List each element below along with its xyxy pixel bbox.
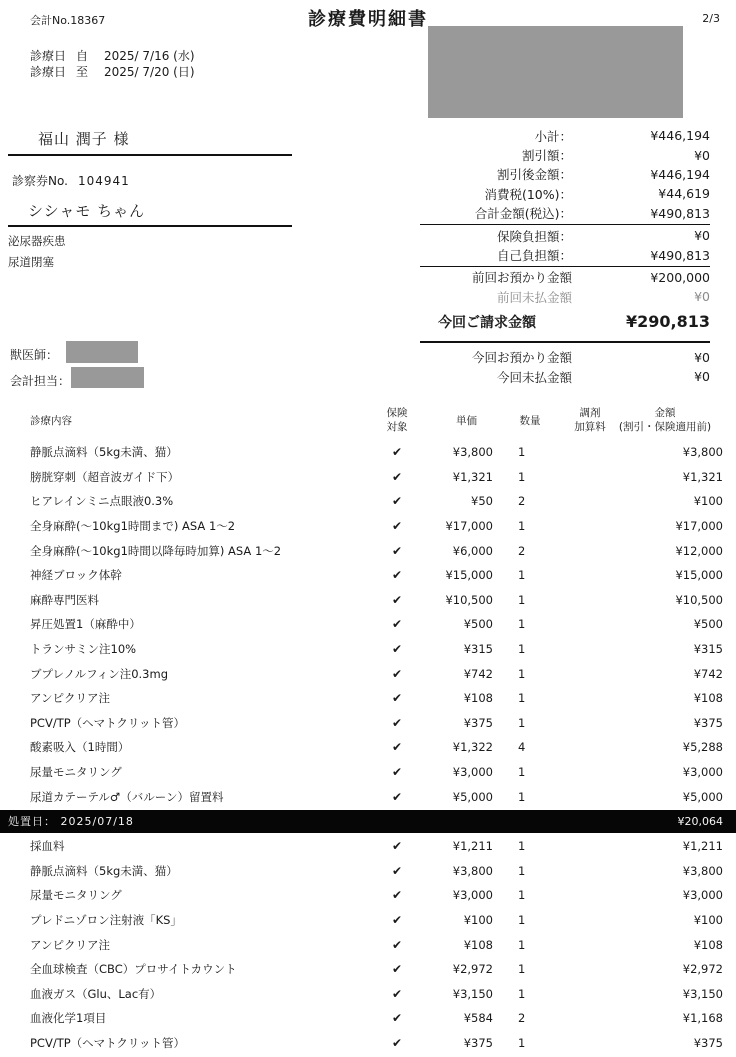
treatment-row (0, 1031, 736, 1056)
treatment-amount: ¥2,972 (682, 962, 723, 977)
treatment-amount: ¥12,000 (675, 543, 723, 558)
treatment-unit-price: ¥15,000 (445, 568, 493, 583)
summary-label: 割引後金額： (496, 167, 572, 183)
insurance-check-icon: ✔ (391, 691, 403, 706)
treatment-quantity: 1 (518, 986, 526, 1001)
treatment-amount: ¥3,000 (682, 765, 723, 780)
invoice-total-label: 今回ご請求金額 (438, 314, 536, 331)
treatment-unit-price: ¥742 (463, 666, 493, 681)
treatment-quantity: 1 (518, 691, 526, 706)
treatment-name: ブプレノルフィン注0.3mg (30, 666, 168, 681)
treatment-amount: ¥5,288 (682, 740, 723, 755)
treatment-unit-price: ¥17,000 (445, 519, 493, 534)
treatment-quantity: 1 (518, 912, 526, 927)
treatment-quantity: 2 (518, 494, 526, 509)
treatment-name: 昇圧処置1（麻酔中） (30, 617, 141, 632)
header-dispensing-line1: 調剤 (579, 407, 601, 419)
treatment-table-header (0, 400, 736, 438)
treatment-row (0, 908, 736, 933)
treatment-unit-price: ¥375 (463, 1035, 493, 1050)
treatment-name: 尿量モニタリング (30, 888, 122, 903)
treatment-name: 尿道カテーテル♂（バルーン）留置料 (30, 789, 224, 804)
treatment-row (0, 465, 736, 490)
summary-label: 小計： (534, 128, 572, 144)
summary-divider-line (420, 266, 710, 267)
summary-row (420, 145, 710, 164)
treatment-name: アンピクリア注 (30, 691, 111, 706)
page-title: 診療費明細書 (308, 9, 428, 30)
treatment-unit-price: ¥3,800 (452, 863, 493, 878)
insurance-check-icon: ✔ (391, 962, 403, 977)
treatment-unit-price: ¥6,000 (452, 543, 493, 558)
treatment-quantity: 2 (518, 1011, 526, 1026)
insurance-check-icon: ✔ (391, 740, 403, 755)
visit-date-to (30, 64, 195, 80)
summary-label: 保険負担額： (496, 228, 572, 244)
treatment-rows-day2 (0, 834, 736, 1055)
treatment-unit-price: ¥3,800 (452, 445, 493, 460)
summary-row (420, 367, 710, 386)
summary-value: ¥200,000 (650, 269, 710, 285)
insurance-check-icon: ✔ (391, 568, 403, 583)
treatment-row (0, 588, 736, 613)
owner-name-underline (8, 154, 292, 156)
treatment-name: 静脈点滴料（5kg未満、猫） (30, 445, 178, 460)
treatment-row (0, 637, 736, 662)
treatment-name: プレドニゾロン注射液「KS」 (30, 912, 182, 927)
card-number-value: 104941 (77, 174, 130, 188)
treatment-row (0, 489, 736, 514)
summary-row (420, 348, 710, 367)
treatment-quantity: 2 (518, 543, 526, 558)
header-quantity: 数量 (519, 415, 541, 427)
treatment-quantity: 1 (518, 666, 526, 681)
treatment-date-divider (0, 810, 736, 833)
clinic-info-redaction-box (428, 26, 683, 118)
visit-date-label: 診療日 (30, 65, 67, 79)
summary-label: 今回未払金額 (496, 369, 572, 385)
treatment-quantity: 1 (518, 617, 526, 632)
header-amount-line2: (割引・保険適用前) (618, 421, 712, 434)
treatment-amount: ¥108 (693, 691, 723, 706)
treatment-unit-price: ¥315 (463, 642, 493, 657)
treatment-name: トランサミン注10% (30, 642, 137, 657)
treatment-unit-price: ¥1,321 (452, 469, 493, 484)
card-number-label: 診察券No. (12, 174, 68, 188)
summary-value: ¥0 (694, 289, 710, 305)
summary-row (420, 226, 710, 245)
treatment-quantity: 1 (518, 1035, 526, 1050)
treatment-name: PCV/TP（ヘマトクリット管） (30, 1035, 185, 1050)
treatment-name: 全身麻酔(～10kg1時間まで) ASA 1～2 (30, 519, 236, 534)
treatment-amount: ¥5,000 (682, 789, 723, 804)
cashier-name-redaction-box (71, 367, 144, 388)
insurance-check-icon: ✔ (391, 592, 403, 607)
treatment-name: 尿量モニタリング (30, 765, 122, 780)
summary-label: 合計金額(税込)： (474, 206, 572, 222)
cashier-label: 会計担当： (10, 374, 71, 388)
summary-row (420, 204, 710, 223)
treatment-quantity: 1 (518, 592, 526, 607)
billing-summary (420, 126, 710, 386)
treatment-unit-price: ¥10,500 (445, 592, 493, 607)
treatment-amount: ¥3,800 (682, 863, 723, 878)
pet-name-underline (8, 225, 292, 227)
treatment-row (0, 563, 736, 588)
treatment-name: 血液化学1項目 (30, 1011, 107, 1026)
summary-row (420, 184, 710, 203)
treatment-row (0, 932, 736, 957)
treatment-row (0, 514, 736, 539)
header-unit-price: 単価 (456, 415, 477, 427)
insurance-check-icon: ✔ (391, 445, 403, 460)
summary-value: ¥490,813 (650, 205, 710, 221)
treatment-row (0, 981, 736, 1006)
insurance-check-icon: ✔ (391, 839, 403, 854)
invoice-total-row (420, 312, 710, 343)
visit-date-label: 診療日 (30, 49, 67, 63)
veterinarian-name-redaction-box (66, 341, 138, 363)
treatment-row (0, 784, 736, 809)
visit-date-qualifier: 自 (76, 49, 89, 63)
treatment-amount: ¥1,321 (682, 469, 723, 484)
treatment-unit-price: ¥375 (463, 715, 493, 730)
summary-row (420, 287, 710, 306)
summary-label: 消費税(10%)： (484, 186, 572, 202)
summary-value: ¥0 (694, 147, 710, 163)
summary-label: 割引額： (521, 148, 572, 164)
treatment-unit-price: ¥500 (463, 617, 493, 632)
treatment-row (0, 661, 736, 686)
treatment-unit-price: ¥1,322 (452, 740, 493, 755)
summary-divider-line (420, 224, 710, 225)
treatment-name: ヒアレインミニ点眼液0.3% (30, 494, 174, 509)
summary-label: 自己負担額： (496, 248, 572, 264)
treatment-quantity: 1 (518, 863, 526, 878)
treatment-quantity: 1 (518, 568, 526, 583)
insurance-check-icon: ✔ (391, 888, 403, 903)
invoice-total-amount: ¥290,813 (625, 311, 710, 331)
header-treatment: 診療内容 (30, 415, 72, 427)
visit-date-value: 2025/ 7/20 (日) (104, 65, 195, 79)
treatment-quantity: 1 (518, 888, 526, 903)
treatment-unit-price: ¥108 (463, 937, 493, 952)
insurance-check-icon: ✔ (391, 1035, 403, 1050)
post-invoice-rows (420, 348, 710, 387)
insurance-check-icon: ✔ (391, 1011, 403, 1026)
insurance-check-icon: ✔ (391, 494, 403, 509)
treatment-amount: ¥3,150 (682, 986, 723, 1001)
treatment-unit-price: ¥3,150 (452, 986, 493, 1001)
treatment-unit-price: ¥1,211 (452, 839, 493, 854)
summary-value: ¥446,194 (650, 166, 710, 182)
treatment-amount: ¥10,500 (675, 592, 723, 607)
treatment-row (0, 760, 736, 785)
header-insurance (377, 406, 417, 434)
insurance-check-icon: ✔ (391, 543, 403, 558)
insurance-check-icon: ✔ (391, 666, 403, 681)
treatment-unit-price: ¥5,000 (452, 789, 493, 804)
treatment-rows-day1 (0, 440, 736, 809)
treatment-name: 酸素吸入（1時間） (30, 740, 130, 755)
treatment-unit-price: ¥3,000 (452, 888, 493, 903)
treatment-amount: ¥1,168 (682, 1011, 723, 1026)
treatment-name: 膀胱穿刺（超音波ガイド下） (30, 469, 180, 484)
treatment-row (0, 711, 736, 736)
treatment-quantity: 1 (518, 469, 526, 484)
summary-row (420, 126, 710, 145)
insurance-check-icon: ✔ (391, 642, 403, 657)
treatment-unit-price: ¥50 (471, 494, 493, 509)
treatment-amount: ¥1,211 (682, 839, 723, 854)
patient-card-number (12, 172, 130, 189)
veterinarian-label: 獣医師： (10, 348, 59, 362)
summary-value: ¥0 (694, 369, 710, 385)
header-amount-line1: 金額 (654, 407, 676, 419)
insurance-check-icon: ✔ (391, 765, 403, 780)
header-dispensing-line2: 加算料 (574, 421, 606, 434)
diagnosis-item: 泌尿器疾患 (8, 234, 66, 248)
treatment-row (0, 612, 736, 637)
treatment-amount: ¥500 (693, 617, 723, 632)
treatment-row (0, 859, 736, 884)
treatment-row (0, 686, 736, 711)
treatment-date-label: 処置日： 2025/07/18 (8, 815, 134, 829)
insurance-check-icon: ✔ (391, 863, 403, 878)
header-insurance-line2: 対象 (386, 421, 408, 434)
treatment-amount: ¥742 (693, 666, 723, 681)
visit-date-from (30, 48, 195, 64)
treatment-date-amount: ¥20,064 (677, 814, 723, 828)
treatment-amount: ¥15,000 (675, 568, 723, 583)
treatment-name: 全身麻酔(～10kg1時間以降毎時加算) ASA 1～2 (30, 543, 282, 558)
treatment-quantity: 1 (518, 765, 526, 780)
treatment-unit-price: ¥108 (463, 691, 493, 706)
header-insurance-line1: 保険 (386, 407, 408, 419)
treatment-amount: ¥375 (693, 715, 723, 730)
treatment-name: PCV/TP（ヘマトクリット管） (30, 715, 185, 730)
treatment-amount: ¥315 (693, 642, 723, 657)
summary-value: ¥44,619 (658, 186, 710, 202)
summary-value: ¥0 (694, 349, 710, 365)
treatment-row (0, 440, 736, 465)
treatment-row (0, 957, 736, 982)
summary-value: ¥0 (694, 228, 710, 244)
pet-name: シシャモ ちゃん (28, 202, 146, 220)
treatment-name: 全血球検査（CBC）プロサイトカウント (30, 962, 237, 977)
insurance-check-icon: ✔ (391, 617, 403, 632)
page-number: 2/3 (702, 12, 720, 25)
summary-row (420, 165, 710, 184)
treatment-unit-price: ¥2,972 (452, 962, 493, 977)
treatment-name: 神経ブロック体幹 (30, 568, 122, 583)
treatment-row (0, 538, 736, 563)
treatment-unit-price: ¥100 (463, 912, 493, 927)
insurance-check-icon: ✔ (391, 937, 403, 952)
treatment-amount: ¥17,000 (675, 519, 723, 534)
treatment-name: 採血料 (30, 839, 65, 854)
summary-label: 前回未払金額 (496, 289, 572, 305)
treatment-table-body (0, 440, 736, 1055)
treatment-amount: ¥100 (693, 494, 723, 509)
treatment-quantity: 1 (518, 715, 526, 730)
treatment-name: 血液ガス（Glu、Lac有） (30, 986, 162, 1001)
summary-label: 今回お預かり金額 (471, 350, 572, 366)
treatment-row (0, 1006, 736, 1031)
insurance-check-icon: ✔ (391, 469, 403, 484)
treatment-quantity: 1 (518, 519, 526, 534)
summary-rows (420, 126, 710, 307)
treatment-quantity: 1 (518, 937, 526, 952)
summary-row (420, 245, 710, 264)
visit-date-qualifier: 至 (76, 65, 89, 79)
treatment-amount: ¥100 (693, 912, 723, 927)
treatment-quantity: 1 (518, 445, 526, 460)
treatment-amount: ¥3,000 (682, 888, 723, 903)
treatment-quantity: 4 (518, 740, 526, 755)
owner-name: 福山 潤子 様 (38, 130, 130, 148)
summary-value: ¥446,194 (650, 128, 710, 144)
treatment-amount: ¥3,800 (682, 445, 723, 460)
summary-label: 前回お預かり金額 (471, 270, 572, 286)
treatment-quantity: 1 (518, 839, 526, 854)
treatment-row (0, 735, 736, 760)
insurance-check-icon: ✔ (391, 986, 403, 1001)
insurance-check-icon: ✔ (391, 789, 403, 804)
summary-value: ¥490,813 (650, 247, 710, 263)
visit-dates (30, 48, 195, 80)
treatment-quantity: 1 (518, 642, 526, 657)
treatment-name: 麻酔専門医料 (30, 592, 99, 607)
treatment-quantity: 1 (518, 789, 526, 804)
treatment-row (0, 834, 736, 859)
insurance-check-icon: ✔ (391, 715, 403, 730)
visit-date-value: 2025/ 7/16 (水) (104, 49, 195, 63)
treatment-unit-price: ¥3,000 (452, 765, 493, 780)
summary-row (420, 268, 710, 287)
header-amount (600, 406, 730, 434)
insurance-check-icon: ✔ (391, 912, 403, 927)
treatment-unit-price: ¥584 (463, 1011, 493, 1026)
treatment-amount: ¥375 (693, 1035, 723, 1050)
account-number: 会計No.18367 (30, 14, 106, 27)
diagnosis-item: 尿道閉塞 (8, 255, 54, 269)
treatment-row (0, 883, 736, 908)
treatment-name: 静脈点滴料（5kg未満、猫） (30, 863, 178, 878)
treatment-name: アンピクリア注 (30, 937, 111, 952)
insurance-check-icon: ✔ (391, 519, 403, 534)
treatment-quantity: 1 (518, 962, 526, 977)
treatment-amount: ¥108 (693, 937, 723, 952)
